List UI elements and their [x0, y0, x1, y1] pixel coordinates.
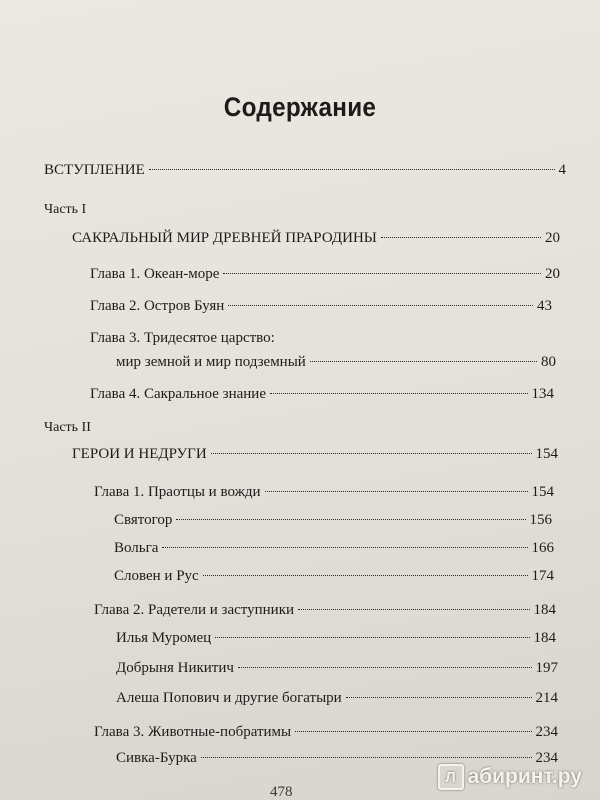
- toc-part-heading: [72, 442, 558, 466]
- dot-leader: [381, 237, 541, 238]
- dot-leader: [223, 273, 541, 274]
- toc-entry-label: САКРАЛЬНЫЙ МИР ДРЕВНЕЙ ПРАРОДИНЫ: [72, 230, 377, 246]
- toc-entry-label: Глава 1. Океан-море: [90, 266, 220, 282]
- toc-page-number: 156: [529, 512, 552, 528]
- toc-entry-label: Глава 3. Животные-побратимы: [94, 724, 292, 740]
- labirint-watermark: [438, 764, 583, 790]
- toc-entry-label-line1: Глава 3. Тридесятое царство:: [90, 330, 275, 346]
- dot-leader: [265, 491, 528, 492]
- toc-page-number: 234: [535, 750, 558, 766]
- labirint-logo-icon: Л: [438, 764, 464, 790]
- toc-page-number: 20: [545, 266, 560, 282]
- dot-leader: [149, 169, 555, 170]
- part-label: Часть II: [44, 420, 91, 435]
- toc-entry-label: Словен и Рус: [114, 568, 199, 584]
- toc-page-number: 166: [531, 540, 554, 556]
- toc-part-heading: [72, 226, 560, 250]
- toc-page-number: 154: [535, 446, 558, 462]
- toc-entry-label: Глава 1. Праотцы и вожди: [94, 484, 261, 500]
- toc-page-number: 80: [541, 354, 556, 370]
- toc-entry-label: мир земной и мир подземный: [116, 354, 306, 370]
- page-number: 478: [270, 784, 293, 800]
- dot-leader: [228, 305, 533, 306]
- toc-page-number: 4: [558, 162, 566, 178]
- page-title: Содержание: [223, 92, 377, 122]
- toc-entry-label: Глава 2. Радетели и заступники: [94, 602, 295, 618]
- toc-page-number: 184: [533, 602, 556, 618]
- toc-page-number: 20: [545, 230, 560, 246]
- toc-page-number: 214: [535, 690, 558, 706]
- toc-subentry: [114, 564, 554, 588]
- toc-entry-label: Вольга: [114, 540, 159, 556]
- toc-page-number: 43: [537, 298, 552, 314]
- toc-entry-label: Илья Муромец: [116, 630, 212, 646]
- toc-chapter: [90, 382, 554, 406]
- toc-entry-line2: [116, 350, 556, 374]
- dot-leader: [162, 547, 527, 548]
- toc-page-number: 154: [531, 484, 554, 500]
- toc-subentry: [116, 656, 558, 680]
- dot-leader: [238, 667, 532, 668]
- toc-page-number: 197: [535, 660, 558, 676]
- toc-chapter: [90, 262, 560, 286]
- toc-subentry: [116, 686, 558, 710]
- dot-leader: [270, 393, 528, 394]
- dot-leader: [176, 519, 525, 520]
- toc-subentry: [116, 626, 556, 650]
- dot-leader: [203, 575, 528, 576]
- toc-page-number: 234: [535, 724, 558, 740]
- dot-leader: [346, 697, 532, 698]
- toc-entry-label: Алеша Попович и другие богатыри: [116, 690, 342, 706]
- toc-page-number: 174: [531, 568, 554, 584]
- toc-entry-label: Сивка-Бурка: [116, 750, 197, 766]
- toc-chapter: [94, 720, 558, 744]
- toc-entry-label: ВСТУПЛЕНИЕ: [44, 162, 145, 178]
- toc-chapter: [94, 598, 556, 622]
- toc-chapter: [90, 294, 552, 318]
- dot-leader: [211, 453, 532, 454]
- dot-leader: [215, 637, 529, 638]
- toc-page-number: 134: [531, 386, 554, 402]
- toc-entry-intro: [44, 158, 566, 182]
- toc-chapter: [94, 480, 554, 504]
- dot-leader: [295, 731, 531, 732]
- toc-page-number: 184: [533, 630, 556, 646]
- toc-entry-label: Святогор: [114, 512, 173, 528]
- watermark-text: абиринт.ру: [467, 765, 582, 788]
- part-label: Часть I: [44, 202, 87, 217]
- dot-leader: [298, 609, 529, 610]
- dot-leader: [201, 757, 532, 758]
- toc-subentry: [114, 536, 554, 560]
- dot-leader: [310, 361, 537, 362]
- toc-entry-label: Глава 2. Остров Буян: [90, 298, 225, 314]
- toc-subentry: [114, 508, 552, 532]
- toc-entry-label: Глава 4. Сакральное знание: [90, 386, 266, 402]
- toc-entry-label: Добрыня Никитич: [116, 660, 234, 676]
- toc-entry-label: ГЕРОИ И НЕДРУГИ: [72, 446, 207, 462]
